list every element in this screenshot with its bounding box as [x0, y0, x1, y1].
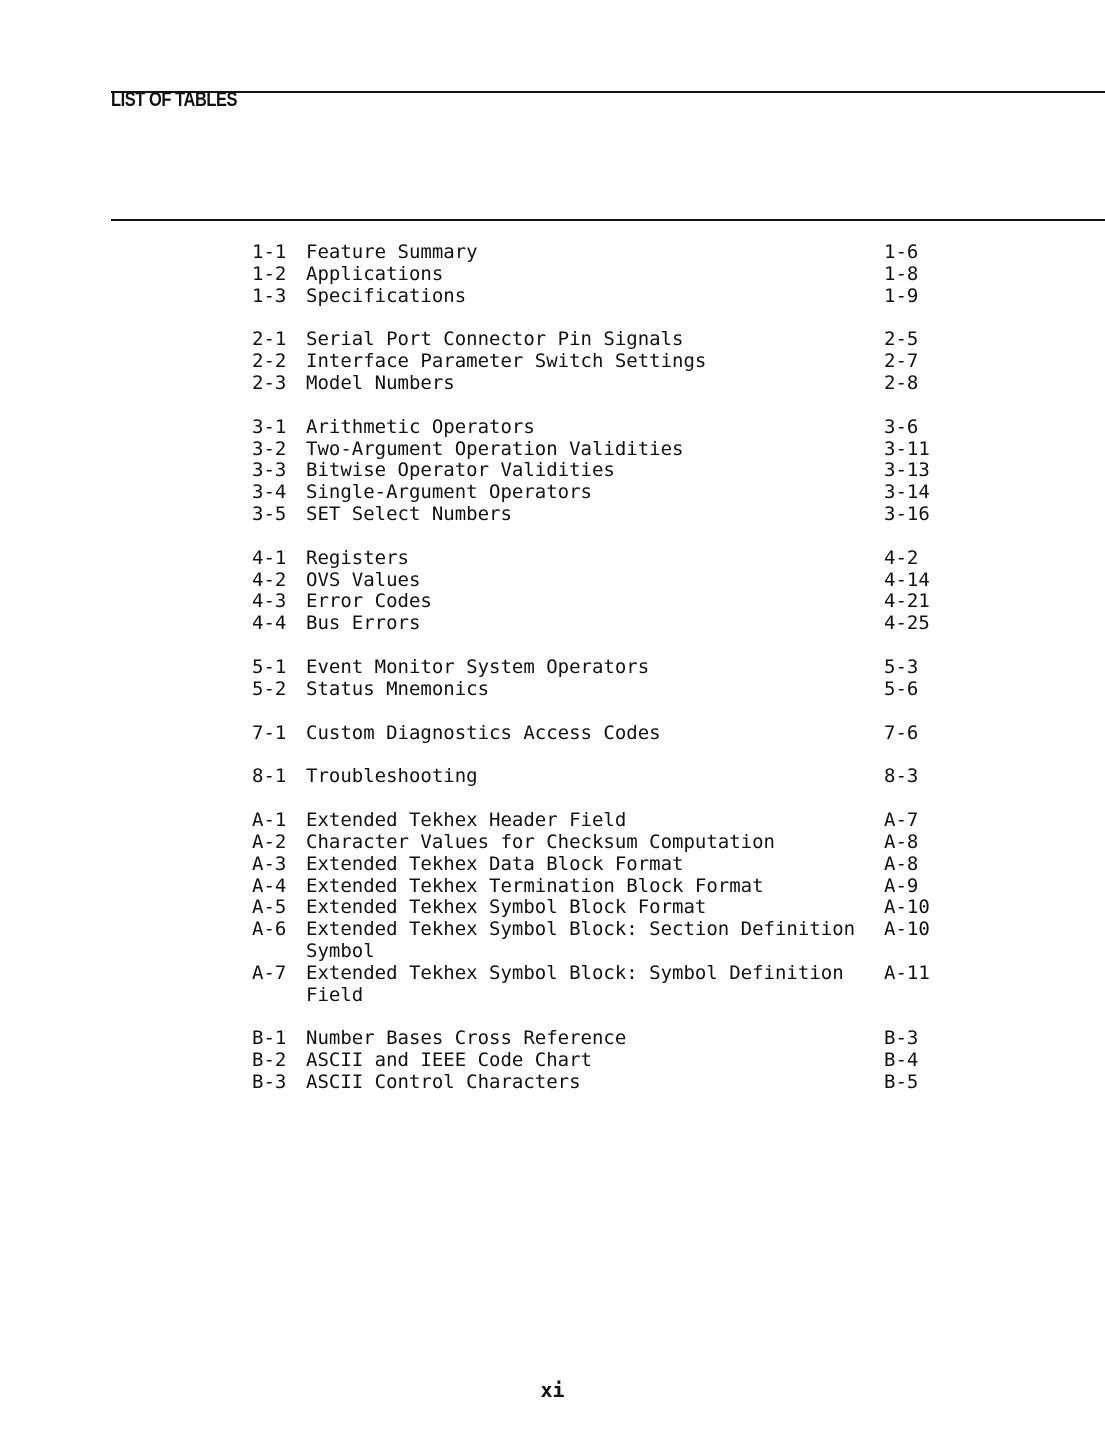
table-page-number: A-7 — [884, 809, 919, 832]
table-number: 3-5 — [252, 502, 287, 525]
table-title: Extended Tekhex Header Field — [306, 809, 627, 832]
table-title: Event Monitor System Operators — [306, 655, 650, 678]
table-page-number: A-10 — [884, 896, 930, 919]
section-rule — [111, 219, 1105, 221]
table-group — [252, 810, 952, 1006]
table-number: A-2 — [252, 830, 287, 853]
table-page-number: 2-7 — [884, 350, 919, 373]
table-page-number: A-11 — [884, 961, 930, 984]
table-page-number: 4-25 — [884, 612, 930, 635]
table-title: Number Bases Cross Reference — [306, 1027, 627, 1050]
table-group — [252, 548, 952, 635]
table-number: B-1 — [252, 1027, 287, 1050]
table-entry[interactable] — [252, 1028, 952, 1050]
table-number: 5-1 — [252, 655, 287, 678]
table-number: 2-2 — [252, 350, 287, 373]
table-entry[interactable] — [252, 460, 952, 482]
table-page-number: 3-11 — [884, 437, 930, 460]
table-page-number: 5-6 — [884, 677, 919, 700]
table-entry[interactable] — [252, 570, 952, 592]
table-title: Feature Summary — [306, 241, 478, 263]
table-title: Serial Port Connector Pin Signals — [306, 328, 684, 351]
table-entry[interactable] — [252, 373, 952, 395]
table-entry[interactable] — [252, 919, 952, 963]
table-number: 1-3 — [252, 284, 287, 307]
table-title: Status Mnemonics — [306, 677, 490, 700]
table-entry[interactable] — [252, 439, 952, 461]
table-title: Interface Parameter Switch Settings — [306, 350, 707, 373]
table-entry[interactable] — [252, 897, 952, 919]
table-page-number: 2-8 — [884, 371, 919, 394]
table-entry[interactable] — [252, 679, 952, 701]
table-title: Error Codes — [306, 590, 432, 613]
table-page-number: 4-2 — [884, 546, 919, 569]
table-number: 3-2 — [252, 437, 287, 460]
table-page-number: 3-14 — [884, 481, 930, 504]
table-page-number: 3-16 — [884, 502, 930, 525]
table-page-number: A-9 — [884, 874, 919, 897]
table-entry[interactable] — [252, 482, 952, 504]
table-number: B-3 — [252, 1070, 287, 1093]
table-page-number: A-8 — [884, 830, 919, 853]
table-number: 4-1 — [252, 546, 287, 569]
table-page-number: A-10 — [884, 918, 930, 941]
table-entry[interactable] — [252, 657, 952, 679]
table-page-number: 1-6 — [884, 241, 919, 263]
table-entry[interactable] — [252, 832, 952, 854]
table-page-number: 8-3 — [884, 765, 919, 788]
table-number: 4-3 — [252, 590, 287, 613]
table-number: 3-4 — [252, 481, 287, 504]
table-entry[interactable] — [252, 1050, 952, 1072]
table-page-number: B-3 — [884, 1027, 919, 1050]
table-number: A-6 — [252, 918, 287, 941]
table-title: Registers — [306, 546, 409, 569]
table-title: Two-Argument Operation Validities — [306, 437, 684, 460]
table-group — [252, 329, 952, 394]
table-title: Arithmetic Operators — [306, 415, 535, 438]
table-number: A-5 — [252, 896, 287, 919]
table-number: 4-2 — [252, 568, 287, 591]
table-group — [252, 766, 952, 788]
table-title: Custom Diagnostics Access Codes — [306, 721, 661, 744]
table-page-number: 1-9 — [884, 284, 919, 307]
table-number: B-2 — [252, 1049, 287, 1072]
table-entry[interactable] — [252, 242, 952, 264]
table-page-number: 2-5 — [884, 328, 919, 351]
table-page-number: 7-6 — [884, 721, 919, 744]
table-number: 1-2 — [252, 262, 287, 285]
table-title: Extended Tekhex Symbol Block: Section Definition Symbol — [306, 918, 856, 962]
table-page-number: B-5 — [884, 1070, 919, 1093]
table-group — [252, 657, 952, 701]
table-title: Extended Tekhex Symbol Block: Symbol Definition Field — [306, 961, 844, 1006]
table-entry[interactable] — [252, 591, 952, 613]
table-number: 3-1 — [252, 415, 287, 438]
table-entry[interactable] — [252, 810, 952, 832]
table-title: SET Select Numbers — [306, 502, 512, 525]
table-group — [252, 723, 952, 745]
table-entry[interactable] — [252, 723, 952, 745]
table-title: OVS Values — [306, 568, 421, 591]
table-title: Applications — [306, 262, 444, 285]
table-entry[interactable] — [252, 504, 952, 526]
table-title: Character Values for Checksum Computation — [306, 830, 775, 853]
table-entry[interactable] — [252, 963, 952, 1007]
table-entry[interactable] — [252, 548, 952, 570]
table-number: A-7 — [252, 961, 287, 984]
table-entry[interactable] — [252, 613, 952, 635]
table-title: Single-Argument Operators — [306, 481, 592, 504]
table-entry[interactable] — [252, 1072, 952, 1094]
table-entry[interactable] — [252, 876, 952, 898]
table-number: 4-4 — [252, 612, 287, 635]
table-title: Troubleshooting — [306, 765, 478, 788]
table-title: Extended Tekhex Data Block Format — [306, 852, 684, 875]
table-number: 8-1 — [252, 765, 287, 788]
table-page-number: 3-6 — [884, 415, 919, 438]
table-number: 3-3 — [252, 459, 287, 482]
table-entry[interactable] — [252, 329, 952, 351]
table-page-number: 4-14 — [884, 568, 930, 591]
table-entry[interactable] — [252, 351, 952, 373]
table-number: 7-1 — [252, 721, 287, 744]
table-title: Bus Errors — [306, 612, 421, 635]
table-number: 5-2 — [252, 677, 287, 700]
list-of-tables — [252, 242, 952, 1116]
table-page-number: 1-8 — [884, 262, 919, 285]
table-page-number: A-8 — [884, 852, 919, 875]
table-title: ASCII and IEEE Code Chart — [306, 1049, 592, 1072]
table-title: Model Numbers — [306, 371, 455, 394]
table-number: 1-1 — [252, 241, 287, 263]
table-title: Extended Tekhex Termination Block Format — [306, 874, 764, 897]
table-page-number: 3-13 — [884, 459, 930, 482]
table-number: A-1 — [252, 809, 287, 832]
table-title: Bitwise Operator Validities — [306, 459, 615, 482]
table-title: ASCII Control Characters — [306, 1070, 581, 1093]
table-entry[interactable] — [252, 417, 952, 439]
table-entry[interactable] — [252, 286, 952, 308]
table-page-number: 5-3 — [884, 655, 919, 678]
table-number: A-4 — [252, 874, 287, 897]
table-number: 2-3 — [252, 371, 287, 394]
page-number: xi — [540, 1378, 565, 1402]
table-page-number: B-4 — [884, 1049, 919, 1072]
table-title: Extended Tekhex Symbol Block Format — [306, 896, 707, 919]
table-group — [252, 417, 952, 526]
table-title: Specifications — [306, 284, 467, 307]
table-entry[interactable] — [252, 766, 952, 788]
table-entry[interactable] — [252, 854, 952, 876]
table-page-number: 4-21 — [884, 590, 930, 613]
table-group — [252, 242, 952, 307]
heading-rule — [111, 91, 1105, 93]
page-heading: LIST OF TABLES — [111, 89, 238, 111]
table-number: 2-1 — [252, 328, 287, 351]
table-group — [252, 1028, 952, 1093]
table-entry[interactable] — [252, 264, 952, 286]
table-number: A-3 — [252, 852, 287, 875]
